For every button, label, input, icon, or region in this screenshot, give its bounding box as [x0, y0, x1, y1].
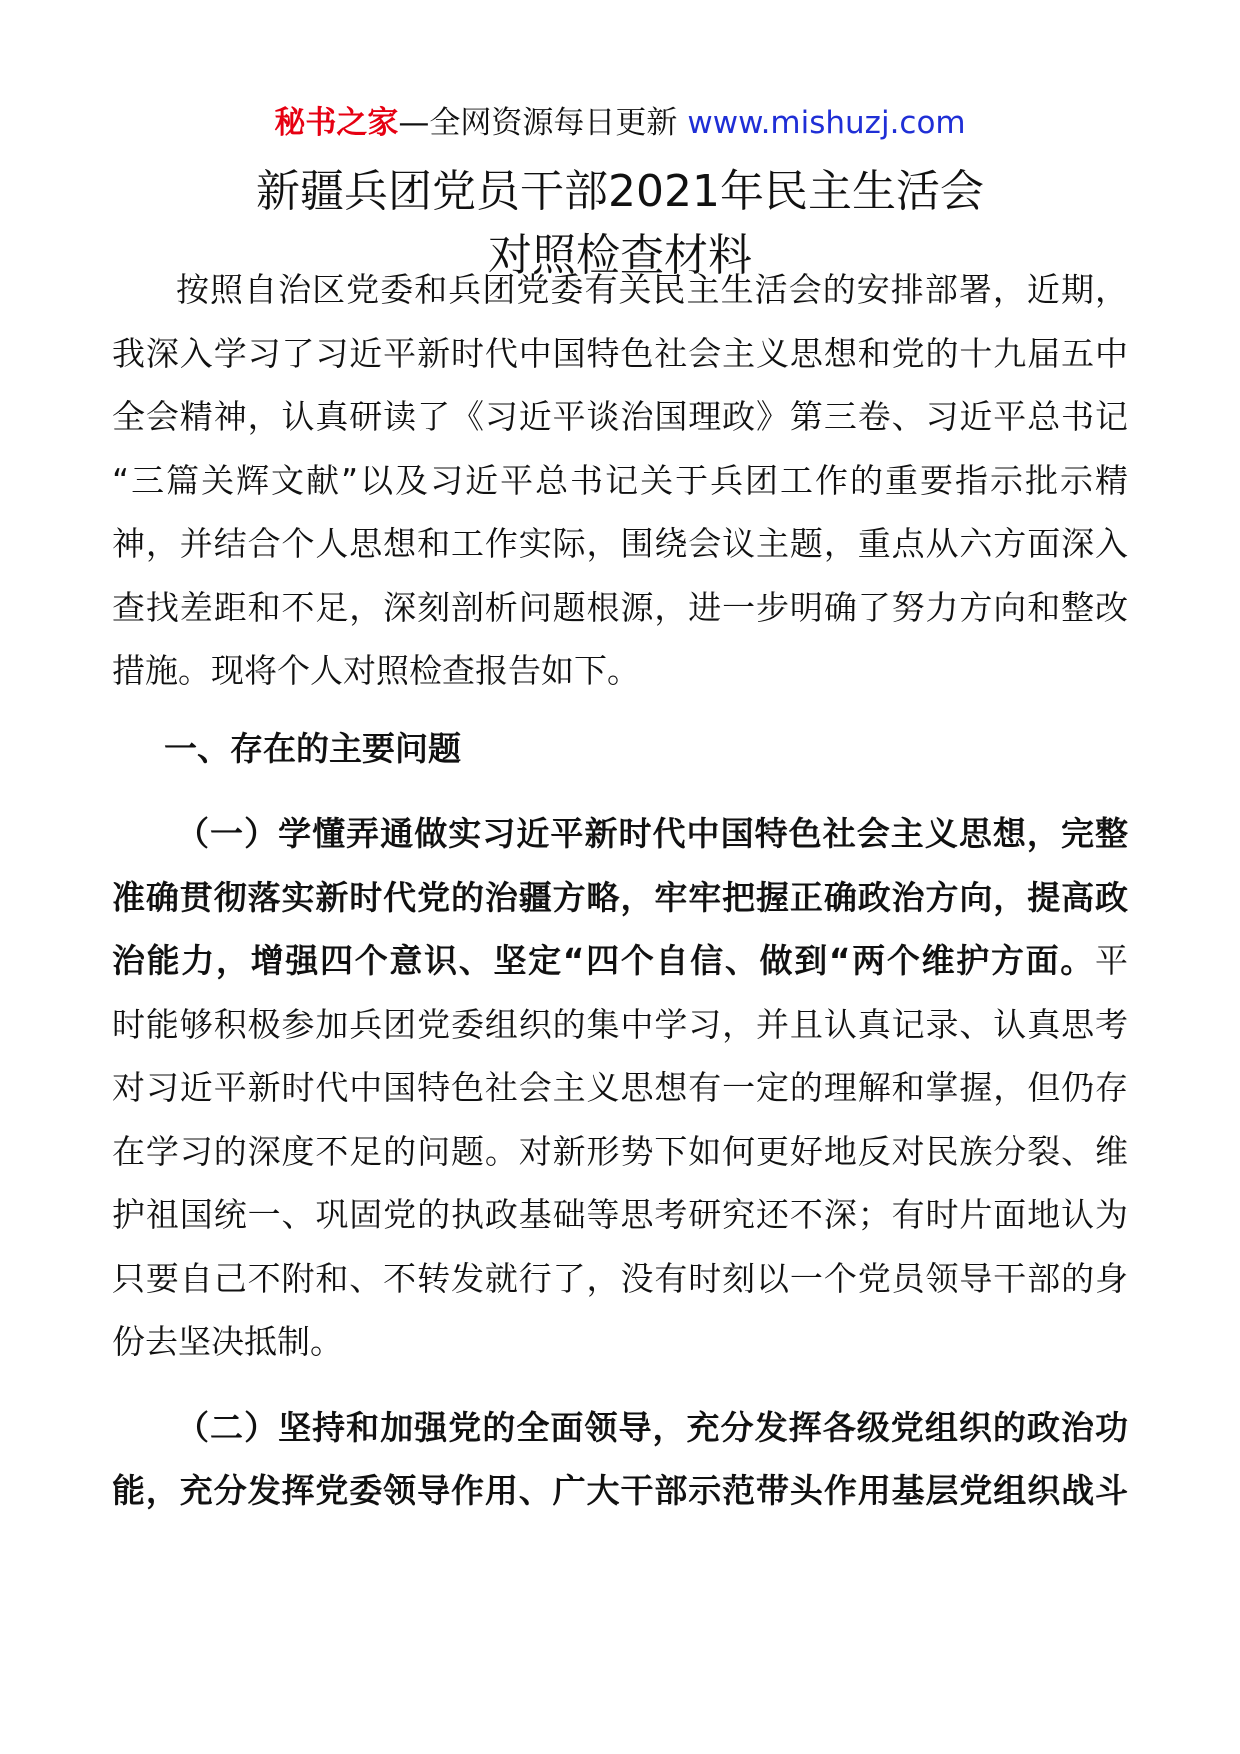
item-body-text: 平 [1095, 941, 1128, 980]
item-heading-text: 准确贯彻落实新时代党的治疆方略，牢牢把握正确政治方向，提高政 [112, 877, 1128, 917]
spacer [112, 1374, 1128, 1396]
intro-line: 按照自治区党委和兵团党委有关民主生活会的安排部署，近期， [176, 270, 1128, 309]
item-heading-line [112, 866, 1128, 930]
document-title-line-2: 对照检查材料 [488, 230, 752, 281]
document-body [112, 258, 1128, 1523]
site-header [0, 100, 1240, 146]
header-tagline: —全网资源每日更新 [398, 105, 678, 141]
intro-line: 全会精神，认真研读了《习近平谈治国理政》第三卷、习近平总书记 [112, 397, 1128, 436]
document-title-line-1: 新疆兵团党员干部2021年民主生活会 [256, 166, 984, 217]
spacer [112, 780, 1128, 802]
item-body-line: 时能够积极参加兵团党委组织的集中学习，并且认真记录、认真思考 [112, 1004, 1128, 1044]
site-url-link[interactable]: www.mishuzj.com [687, 105, 966, 141]
item-body-line: 对习近平新时代中国特色社会主义思想有一定的理解和掌握，但仍存 [112, 1068, 1128, 1107]
item-heading-text: 治能力，增强四个意识、坚定“四个自信、做到“两个维护方面。 [112, 941, 1095, 980]
intro-line: 查找差距和不足，深刻剖析问题根源，进一步明确了努力方向和整改 [112, 587, 1128, 627]
item-heading-text: （二）坚持和加强党的全面领导，充分发挥各级党组织的政治功 [176, 1407, 1128, 1447]
item-heading-line [112, 1459, 1128, 1523]
item-body-line: 护祖国统一、巩固党的执政基础等思考研究还不深；有时片面地认为 [112, 1195, 1128, 1234]
item-heading-line [112, 802, 1128, 866]
intro-line: 神，并结合个人思想和工作实际，围绕会议主题，重点从六方面深入 [112, 524, 1128, 563]
item-heading-line [112, 1396, 1128, 1460]
item-heading-text: （一）学懂弄通做实习近平新时代中国特色社会主义思想，完整 [176, 814, 1128, 853]
brand-name: 秘书之家 [274, 105, 399, 141]
item-body-line: 只要自己不附和、不转发就行了，没有时刻以一个党员领导干部的身 [112, 1258, 1128, 1298]
item-heading-line [112, 929, 1128, 993]
intro-line: 我深入学习了习近平新时代中国特色社会主义思想和党的十九届五中 [112, 333, 1128, 373]
item-body-line: 份去坚决抵制。 [112, 1322, 343, 1361]
section-heading: 一、存在的主要问题 [164, 728, 461, 768]
intro-line: “三篇关辉文献”以及习近平总书记关于兵团工作的重要指示批示精 [112, 460, 1128, 500]
intro-line: 措施。现将个人对照检查报告如下。 [112, 651, 640, 690]
item-body-line: 在学习的深度不足的问题。对新形势下如何更好地反对民族分裂、维 [112, 1131, 1128, 1171]
item-heading-text: 能，充分发挥党委领导作用、广大干部示范带头作用基层党组织战斗 [112, 1471, 1128, 1510]
